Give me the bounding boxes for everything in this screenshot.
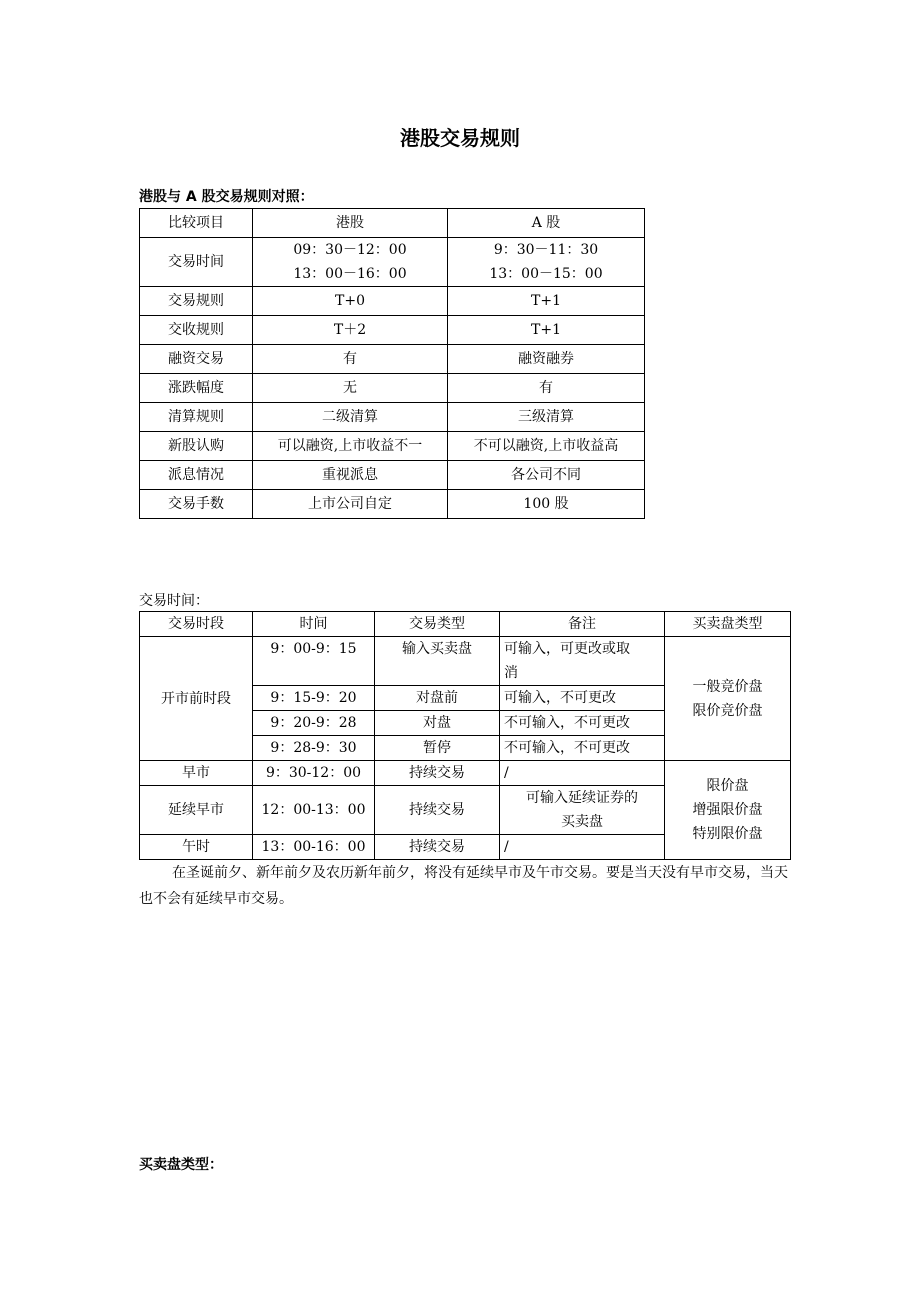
a-cell: T+1 bbox=[448, 316, 645, 345]
note-cell bbox=[500, 637, 665, 686]
table-row bbox=[140, 432, 645, 461]
header-cell: 港股 bbox=[253, 209, 448, 238]
note-line: 消 bbox=[504, 665, 518, 681]
a-cell: 各公司不同 bbox=[448, 461, 645, 490]
type-cell: 对盘前 bbox=[375, 686, 500, 711]
header-cell: 比较项目 bbox=[140, 209, 253, 238]
hk-cell: 重视派息 bbox=[253, 461, 448, 490]
type-cell: 持续交易 bbox=[375, 835, 500, 860]
order-type-cell bbox=[665, 637, 791, 761]
table-row bbox=[140, 345, 645, 374]
hk-cell: 上市公司自定 bbox=[253, 490, 448, 519]
header-cell: A 股 bbox=[448, 209, 645, 238]
item-cell: 交收规则 bbox=[140, 316, 253, 345]
a-cell bbox=[448, 238, 645, 287]
item-cell: 派息情况 bbox=[140, 461, 253, 490]
hk-cell: T+0 bbox=[253, 287, 448, 316]
table-row bbox=[140, 403, 645, 432]
type-cell: 暂停 bbox=[375, 736, 500, 761]
a-cell: 不可以融资,上市收益高 bbox=[448, 432, 645, 461]
item-cell: 交易时间 bbox=[140, 238, 253, 287]
order-types-heading: 买卖盘类型： bbox=[139, 1157, 223, 1173]
session-label-cell: 延续早市 bbox=[140, 786, 253, 835]
header-cell: 时间 bbox=[253, 612, 375, 637]
note-line: 可输入，可更改或取 bbox=[504, 641, 630, 657]
table-row bbox=[140, 461, 645, 490]
trading-hours-table bbox=[139, 611, 791, 860]
holiday-note-paragraph: 在圣诞前夕、新年前夕及农历新年前夕，将没有延续早市及午市交易。要是当天没有早市交易，当天也不会有延续早市交易。 bbox=[139, 865, 788, 907]
item-cell: 清算规则 bbox=[140, 403, 253, 432]
hk-cell: 无 bbox=[253, 374, 448, 403]
order-type: 特别限价盘 bbox=[692, 826, 763, 842]
table-row bbox=[140, 761, 791, 786]
table-header-row bbox=[140, 209, 645, 238]
note-cell: 不可输入，不可更改 bbox=[500, 736, 665, 761]
item-cell: 交易手数 bbox=[140, 490, 253, 519]
note-cell: 不可输入，不可更改 bbox=[500, 711, 665, 736]
type-cell: 输入买卖盘 bbox=[375, 637, 500, 686]
a-value: 9：30－11：30 bbox=[493, 242, 599, 258]
a-cell: T+1 bbox=[448, 287, 645, 316]
session-label-cell: 早市 bbox=[140, 761, 253, 786]
hk-cell: 有 bbox=[253, 345, 448, 374]
header-cell: 备注 bbox=[500, 612, 665, 637]
note-line: 可输入延续证券的 bbox=[526, 790, 638, 806]
time-cell: 9：00-9：15 bbox=[253, 637, 375, 686]
a-cell: 融资融券 bbox=[448, 345, 645, 374]
trading-hours-heading: 交易时间： bbox=[139, 593, 209, 609]
header-cell: 买卖盘类型 bbox=[665, 612, 791, 637]
table-row bbox=[140, 238, 645, 287]
hk-cell: 可以融资,上市收益不一 bbox=[253, 432, 448, 461]
header-cell: 交易类型 bbox=[375, 612, 500, 637]
table-header-row bbox=[140, 612, 791, 637]
item-cell: 交易规则 bbox=[140, 287, 253, 316]
session-label-cell: 午时 bbox=[140, 835, 253, 860]
comparison-table bbox=[139, 208, 645, 519]
hk-cell: 二级清算 bbox=[253, 403, 448, 432]
table-row bbox=[140, 316, 645, 345]
table-row bbox=[140, 287, 645, 316]
type-cell: 持续交易 bbox=[375, 786, 500, 835]
a-cell: 有 bbox=[448, 374, 645, 403]
comparison-heading: 港股与 A 股交易规则对照： bbox=[139, 189, 314, 205]
a-cell: 100 股 bbox=[448, 490, 645, 519]
hk-value: 13：00－16：00 bbox=[293, 266, 407, 282]
order-type: 限价盘 bbox=[706, 778, 749, 794]
order-type: 限价竞价盘 bbox=[692, 702, 763, 719]
header-cell: 交易时段 bbox=[140, 612, 253, 637]
order-type: 增强限价盘 bbox=[692, 802, 763, 818]
table-row bbox=[140, 637, 791, 686]
time-cell: 9：15-9：20 bbox=[253, 686, 375, 711]
page-title: 港股交易规则 bbox=[400, 126, 520, 150]
order-type-cell bbox=[665, 761, 791, 860]
time-cell: 12：00-13：00 bbox=[253, 786, 375, 835]
time-cell: 13：00-16：00 bbox=[253, 835, 375, 860]
time-cell: 9：20-9：28 bbox=[253, 711, 375, 736]
item-cell: 新股认购 bbox=[140, 432, 253, 461]
time-cell: 9：28-9：30 bbox=[253, 736, 375, 761]
hk-cell bbox=[253, 238, 448, 287]
hk-value: 09：30－12：00 bbox=[293, 242, 407, 258]
note-cell: / bbox=[500, 761, 665, 786]
type-cell: 持续交易 bbox=[375, 761, 500, 786]
hk-cell: T＋2 bbox=[253, 316, 448, 345]
table-row bbox=[140, 490, 645, 519]
item-cell: 涨跌幅度 bbox=[140, 374, 253, 403]
a-value: 13：00－15：00 bbox=[489, 266, 603, 282]
time-cell: 9：30-12：00 bbox=[253, 761, 375, 786]
session-label-cell: 开市前时段 bbox=[140, 637, 253, 761]
order-type: 一般竞价盘 bbox=[692, 678, 763, 695]
note-cell: / bbox=[500, 835, 665, 860]
note-cell: 可输入，不可更改 bbox=[500, 686, 665, 711]
a-cell: 三级清算 bbox=[448, 403, 645, 432]
note-line: 买卖盘 bbox=[561, 814, 603, 830]
type-cell: 对盘 bbox=[375, 711, 500, 736]
table-row bbox=[140, 374, 645, 403]
item-cell: 融资交易 bbox=[140, 345, 253, 374]
note-cell bbox=[500, 786, 665, 835]
